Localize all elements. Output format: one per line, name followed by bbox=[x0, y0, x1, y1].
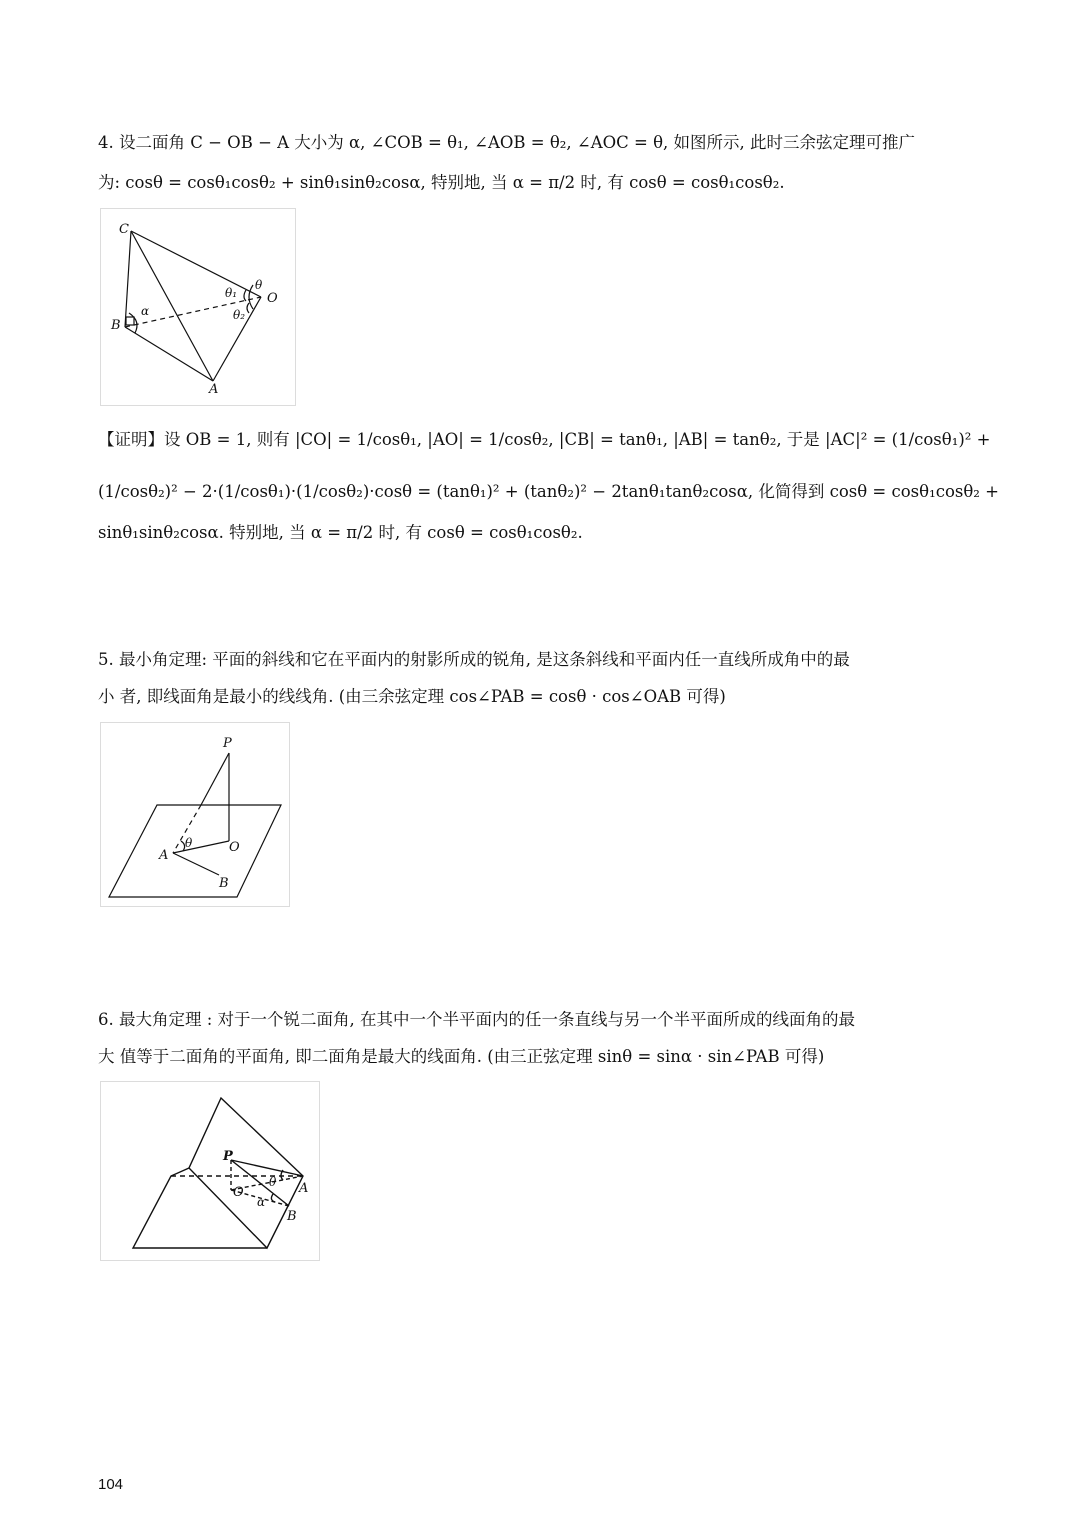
label-b: B bbox=[111, 318, 121, 333]
proof-line-1: 【证明】设 OB = 1, 则有 |CO| = 1/cosθ₁, |AO| = 1/cosθ₂, |CB| = tanθ₁, |AB| = tanθ₂, 于是 |AC|² = (1/cosθ₁)² + bbox=[98, 430, 991, 449]
label-theta: θ bbox=[255, 278, 263, 292]
figure-dihedral-angle bbox=[100, 208, 296, 406]
label-o: O bbox=[229, 840, 240, 855]
label-b: B bbox=[219, 876, 229, 891]
section-6-line-2: 大 值等于二面角的平面角, 即二面角是最大的线面角. (由三正弦定理 sinθ = sinα · sin∠PAB 可得) bbox=[98, 1047, 825, 1066]
label-p: P bbox=[223, 1149, 233, 1164]
label-a: A bbox=[159, 848, 169, 863]
figure-minimum-angle bbox=[100, 722, 290, 907]
label-alpha: α bbox=[257, 1195, 266, 1209]
label-o: O bbox=[267, 291, 278, 306]
section-5-line-2: 小 者, 即线面角是最小的线线角. (由三余弦定理 cos∠PAB = cosθ · cos∠OAB 可得) bbox=[98, 687, 726, 706]
label-a: A bbox=[299, 1181, 309, 1196]
label-a: A bbox=[209, 382, 219, 397]
page-number: 104 bbox=[98, 1476, 124, 1493]
label-p: P bbox=[223, 736, 232, 751]
label-theta1: θ₁ bbox=[225, 286, 238, 300]
label-b: B bbox=[287, 1209, 297, 1224]
proof-line-3: sinθ₁sinθ₂cosα. 特别地, 当 α = π/2 时, 有 cosθ = cosθ₁cosθ₂. bbox=[98, 523, 583, 542]
section-6-line-1: 6. 最大角定理 : 对于一个锐二面角, 在其中一个半平面内的任一条直线与另一个半平面所成的线面角的最 bbox=[98, 1010, 856, 1029]
section-4-line-2: 为: cosθ = cosθ₁cosθ₂ + sinθ₁sinθ₂cosα, 特别地, 当 α = π/2 时, 有 cosθ = cosθ₁cosθ₂. bbox=[98, 173, 785, 192]
section-4-line-1: 4. 设二面角 C − OB − A 大小为 α, ∠COB = θ₁, ∠AOB = θ₂, ∠AOC = θ, 如图所示, 此时三余弦定理可推广 bbox=[98, 133, 915, 152]
section-5-line-1: 5. 最小角定理: 平面的斜线和它在平面内的射影所成的锐角, 是这条斜线和平面内任一直线所成角中的最 bbox=[98, 650, 850, 669]
label-theta: θ bbox=[269, 1175, 277, 1189]
proof-line-2: (1/cosθ₂)² − 2·(1/cosθ₁)·(1/cosθ₂)·cosθ = (tanθ₁)² + (tanθ₂)² − 2tanθ₁tanθ₂cosα, 化简得到 cosθ = cosθ₁cosθ₂ + bbox=[98, 482, 999, 501]
figure-maximum-angle bbox=[100, 1081, 320, 1261]
label-theta2: θ₂ bbox=[233, 308, 246, 322]
label-o: O bbox=[233, 1185, 244, 1200]
label-c: C bbox=[119, 222, 129, 237]
label-alpha: α bbox=[141, 304, 150, 318]
label-theta: θ bbox=[185, 836, 193, 850]
